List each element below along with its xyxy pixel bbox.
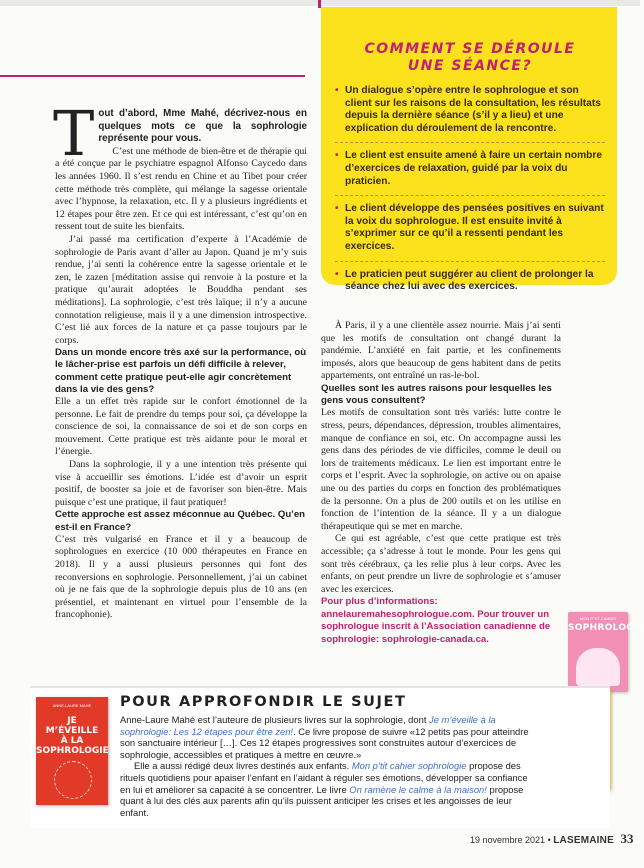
book-title: SOPHROLOGIE [568, 623, 644, 633]
text-run: propose des rituels quotidiens pour apaiser l’enfant en l’aidant à réguler ses émotions, développer sa confiance en lui et améliorer sa capacité à se concentrer. Le livre [120, 760, 528, 795]
box-title-line2: UNE SÉANCE? [407, 58, 533, 74]
paragraph: Les motifs de consultation sont très variés: lutte contre le stress, peurs, dépendances, dépression, troubles alimentaires, manque de confiance en soi, etc. On accompagne aussi les gens dans des périodes de vie difficiles, comme le deuil ou lors de traitements médicaux. Le lien est important entre le corps et l’esprit. Avec la sophrologie, on active ou on apaise une ou des parties du corps en fonction des problématiques de la personne. On a plus de 200 outils et on les utilise en fonction de l’intention de la séance. Il y a un dialogue thérapeutique qui se met en marche. [321, 407, 561, 532]
book-title-line: M’ÉVEILLE [45, 726, 99, 736]
further-reading-text [120, 714, 532, 818]
box-item-text: Le client est ensuite amené à faire un certain nombre d’exercices de relaxation, guidé par la voix du praticien. [345, 150, 603, 187]
box-item-text: Le praticien peut suggérer au client de prolonger la séance chez lui avec des exercices. [345, 268, 594, 293]
book-cover-sophrologie-cahier [568, 612, 644, 692]
book-title-line: SOPHROLOGIE [36, 746, 109, 756]
book-author: ANNE-LAURE MAHÉ [52, 703, 92, 708]
separator: • [547, 835, 551, 845]
drop-cap: T [53, 97, 95, 170]
intro-question: out d’abord, Mme Mahé, décrivez-nous en quelques mots ce que la sophrologie représente pour vous. [98, 108, 307, 145]
bullet-icon: • [335, 150, 339, 162]
box-item [335, 150, 605, 196]
box-item-text: Un dialogue s’opère entre le sophrologue et son client sur les raisons de la consultation, les résultats depuis la dernière séance (s’il y a lieu) et une explication du déroulement de la rencontre. [345, 85, 601, 134]
box-item [335, 85, 605, 143]
book-title [36, 716, 108, 756]
bullet-icon: • [335, 268, 339, 280]
box-item-text: Le client développe des pensées positives en suivant la voix du sophrologue. Il est ensuite invité à s’exprimer sur ce qu’il a ressenti pendant les exercices. [345, 203, 604, 252]
book-series-label: MON P’TIT CAHIER [579, 616, 617, 621]
book-title-link[interactable]: On ramène le calme à la maison! [349, 783, 487, 795]
page-number: 33 [620, 831, 634, 846]
book-illustration-icon [576, 648, 620, 686]
question: Quelles sont les autres raisons pour lesquelles les gens vous consultent? [321, 382, 552, 407]
paragraph: Elle a un effet très rapide sur le confort émotionnel de la personne. Le fait de prendre du temps pour soi, ça développe la conscience de soi, la connaissance de soi et de son corps en mouvement. Cette pratique est très aidante pour le moral et l’énergie. [55, 396, 307, 458]
text-run: Anne-Laure Mahé est l’auteure de plusieurs livres sur la sophrologie, dont [120, 714, 430, 725]
box-title [335, 41, 605, 75]
info-links: Pour plus d’informations: annelauremahesophrologue.com. Pour trouver un sophrologue inscrit à l’Association canadienne de sophrologie: sophrologie-canada.ca. [321, 596, 551, 645]
further-reading-title: POUR APPROFONDIR LE SUJET [120, 694, 407, 710]
text-run: Elle a aussi rédigé deux livres destinés aux enfants. [134, 760, 352, 772]
paragraph: C’est une méthode de bien-être et de thérapie qui a été conçue par le psychiatre espagnol Alfonso Caycedo dans les années 1960. Il s’est rendu en Chine et au Tibet pour créer cette méthode très complète, qui mélange la sagesse orientale avec l’hypnose, la relaxation, etc. Il y a plusieurs ingrédients et 12 étapes pour être zen. Et ce qui est intéressant, c’est qu’on en ressent tout de suite les bienfaits. [55, 145, 307, 233]
question: Dans un monde encore très axé sur la performance, où le lâcher-prise est parfois un défi difficile à relever, comment cette pratique peut-elle agir concrètement dans la vie des gens? [55, 347, 307, 395]
box-title-line1: COMMENT SE DÉROULE [364, 41, 576, 57]
cover-decoration-icon [54, 761, 92, 799]
book-title-line: À LA [60, 736, 84, 746]
intro-block [53, 97, 307, 170]
page-footer [470, 831, 633, 847]
book-title-link[interactable]: Mon p’tit cahier sophrologie [351, 760, 467, 772]
book-title-line: JE [67, 716, 77, 726]
article-column-left [53, 97, 307, 622]
paragraph: C’est très vulgarisé en France et il y a beaucoup de sophrologues en exercice (10 000 thérapeutes en France en 2018). Il y a aussi plusieurs personnes qui font des reconversions en sophrologie. Personnellement, j’ai un cabinet où je ne fais que de la sophrologie depuis plus de 10 ans (en présentiel, et maintenant en virtuel pour l’ensemble de la francophonie). [55, 533, 307, 621]
bullet-icon: • [335, 203, 339, 215]
box-item [335, 269, 605, 301]
issue-date: 19 novembre 2021 [470, 835, 546, 845]
session-info-box [321, 7, 617, 293]
bullet-icon: • [335, 85, 339, 96]
paragraph: Dans la sophrologie, il y a une intention très présente qui vise à accueillir ses émotions. L’idée est d’avoir un esprit positif, de booster sa joie et de favoriser son bien-être. Mais puisque c’est une pratique, il faut pratiquer! [55, 459, 307, 508]
box-item [335, 203, 605, 261]
magazine-name: LASEMAINE [553, 835, 614, 846]
further-paragraph [120, 760, 532, 818]
book-cover-eveille-sophrologie [36, 697, 108, 805]
book-title-link[interactable]: Je m’éveille à la sophrologie: Les 12 étapes pour être zen! [120, 714, 496, 737]
question: Cette approche est assez méconnue au Québec. Qu’en est-il en France? [55, 509, 306, 533]
further-paragraph [120, 714, 532, 760]
paragraph: Ce qui est agréable, c’est que cette pratique est très accessible; ça s’adresse à tout le monde. Pour les gens qui sont très cérébraux, ça les relie plus à leur corps. Avec les enfants, on peut prendre un livre de sophrologie et s’amuser avec les exercices. [321, 533, 561, 595]
text-run: propose quant à lui des clés aux parents afin qu’ils puissent anticiper les crises et les angoisses de leur enfant. [120, 783, 524, 818]
pink-rule [0, 75, 305, 77]
paragraph: J’ai passé ma certification d’experte à l’Académie de sophrologie de Paris avant d’aller au Japon. Quand je m’y suis rendue, j’ai senti la cohérence entre la sagesse orientale et le zen, le zazen [méditation assise qui renvoie à la posture et la pratique qu’aurait adoptées le Bouddha pendant ses méditations]. La sophrologie, c’est très laïque; il n’y a aucune connotation religieuse, mais il y a une dimension introspective. C’est lié aux forces de la nature et ça passe toujours par le corps. [55, 233, 307, 346]
paragraph: À Paris, il y a une clientèle assez nourrie. Mais j’ai senti que les motifs de consultation ont changé durant la pandémie. L’anxiété en fait partie, et les confinements imposés, alors que beaucoup de gens habitent dans de petits appartements, ont entraîné un ras-le-bol. [321, 320, 561, 382]
text-run: . Ce livre propose de suivre «12 petits pas pour atteindre son sanctuaire intérieur […]. Ces 12 étapes progressives sont construites autour d’exercices de sophrologie, accessibles et pratiques à mettre en œuvre.» [120, 725, 529, 760]
article-column-right [321, 320, 561, 646]
